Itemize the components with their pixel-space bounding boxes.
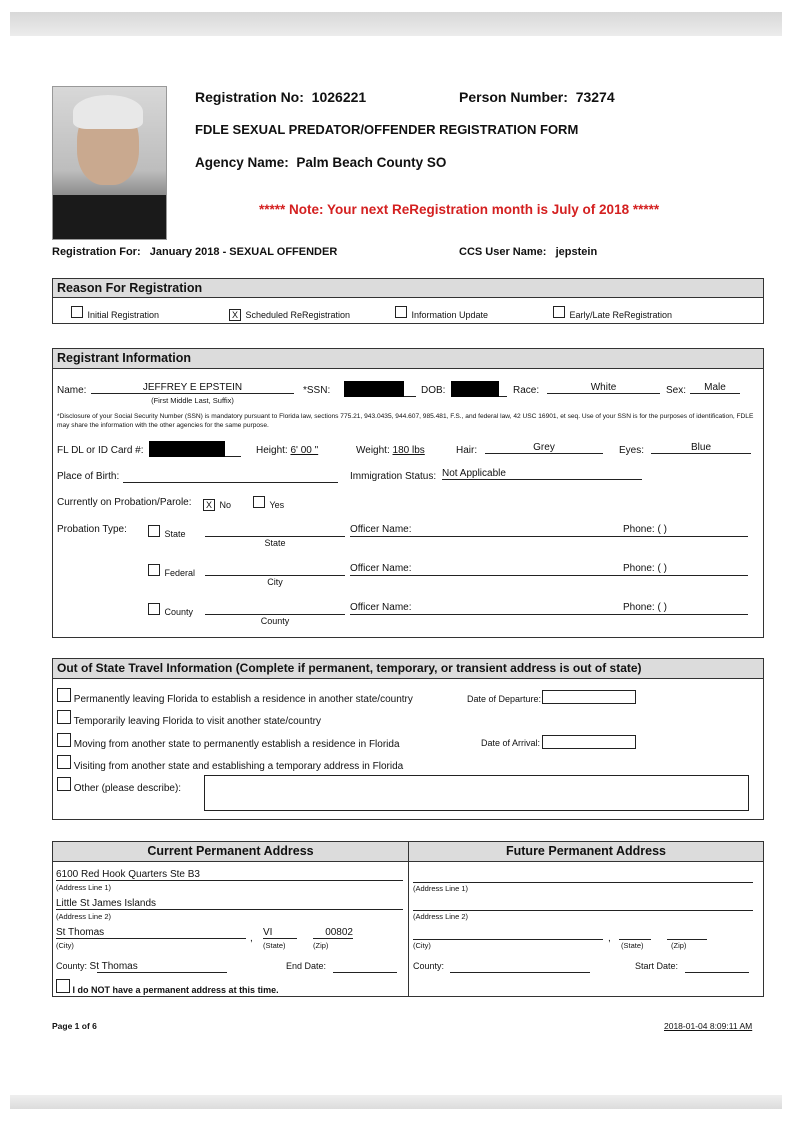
future-zip-label: (Zip) bbox=[671, 941, 687, 950]
pob-label: Place of Birth: bbox=[57, 471, 120, 482]
reason-scheduled[interactable]: X Scheduled ReRegistration bbox=[229, 305, 350, 323]
checkbox-travel-2[interactable] bbox=[57, 710, 71, 724]
future-line2 bbox=[413, 910, 753, 911]
fl-dl-underline bbox=[225, 456, 241, 457]
travel-option-1[interactable]: Permanently leaving Florida to establish a residence in another state/country bbox=[57, 688, 413, 705]
checkbox-state[interactable] bbox=[148, 525, 160, 537]
probation-federal[interactable]: Federal bbox=[148, 563, 195, 581]
officer-label-2: Officer Name: bbox=[350, 563, 412, 574]
state-line bbox=[205, 536, 345, 537]
eyes-value: Blue bbox=[651, 442, 751, 454]
departure-date-field[interactable] bbox=[542, 690, 636, 704]
checkbox-probation-yes[interactable] bbox=[253, 496, 265, 508]
future-county-label: County: bbox=[413, 961, 445, 971]
immigration-label: Immigration Status: bbox=[350, 471, 437, 482]
checkbox-travel-4[interactable] bbox=[57, 755, 71, 769]
ssn-underline bbox=[404, 396, 416, 397]
future-address-title: Future Permanent Address bbox=[409, 842, 763, 862]
reason-update[interactable]: Information Update bbox=[395, 305, 488, 323]
checkbox-early-late[interactable] bbox=[553, 306, 565, 318]
start-date-line[interactable] bbox=[685, 972, 749, 973]
ccs-user-name: CCS User Name: jepstein bbox=[459, 246, 598, 258]
county-sublabel: County bbox=[260, 616, 290, 626]
current-city: St Thomas bbox=[56, 927, 246, 939]
current-state: VI bbox=[263, 927, 297, 939]
no-address-option[interactable]: I do NOT have a permanent address at this time. bbox=[56, 979, 279, 995]
future-line1 bbox=[413, 882, 753, 883]
current-county: County: St Thomas bbox=[56, 961, 138, 972]
future-county-line[interactable] bbox=[450, 972, 590, 973]
checkbox-update[interactable] bbox=[395, 306, 407, 318]
dob-underline bbox=[499, 396, 507, 397]
sex-label: Sex: bbox=[666, 385, 687, 396]
scan-top-band bbox=[10, 12, 782, 36]
dob-label: DOB: bbox=[421, 385, 446, 396]
checkbox-initial[interactable] bbox=[71, 306, 83, 318]
hair-value: Grey bbox=[485, 442, 603, 454]
travel-section bbox=[52, 658, 764, 820]
current-line1-label: (Address Line 1) bbox=[56, 883, 112, 892]
checkbox-travel-1[interactable] bbox=[57, 688, 71, 702]
name-label: Name: bbox=[57, 385, 87, 396]
probation-label: Currently on Probation/Parole: bbox=[57, 497, 192, 508]
current-line2: Little St James Islands bbox=[56, 898, 403, 910]
probation-no[interactable]: X No bbox=[203, 495, 231, 513]
reason-early-late[interactable]: Early/Late ReRegistration bbox=[553, 305, 672, 323]
address-section bbox=[52, 841, 764, 997]
reregistration-note: ***** Note: Your next ReRegistration month is July of 2018 ***** bbox=[259, 202, 660, 217]
current-zip-label: (Zip) bbox=[313, 941, 329, 950]
arrival-date-field[interactable] bbox=[542, 735, 636, 749]
officer-label-3: Officer Name: bbox=[350, 602, 412, 613]
phone-label-3: Phone: ( ) bbox=[623, 602, 667, 613]
phone-label-1: Phone: ( ) bbox=[623, 524, 667, 535]
ssn-label: *SSN: bbox=[303, 385, 331, 396]
fl-dl-redacted bbox=[149, 441, 225, 457]
future-comma: , bbox=[608, 933, 611, 944]
page-number: Page 1 of 6 bbox=[52, 1021, 97, 1031]
current-line2-label: (Address Line 2) bbox=[56, 912, 112, 921]
state-sublabel: State bbox=[264, 538, 286, 548]
county-line bbox=[205, 614, 345, 615]
address-divider bbox=[408, 842, 409, 996]
checkbox-federal[interactable] bbox=[148, 564, 160, 576]
current-line1: 6100 Red Hook Quarters Ste B3 bbox=[56, 869, 403, 881]
height-field: Height: 6' 00 " bbox=[256, 445, 319, 456]
federal-line bbox=[205, 575, 345, 576]
future-line2-label: (Address Line 2) bbox=[413, 912, 469, 921]
scan-bottom-band bbox=[10, 1095, 782, 1109]
immigration-value: Not Applicable bbox=[442, 468, 642, 480]
registration-no: Registration No: 1026221 bbox=[195, 89, 367, 105]
sex-value: Male bbox=[690, 382, 740, 394]
officer-line-2 bbox=[350, 575, 748, 576]
name-value: JEFFREY E EPSTEIN bbox=[91, 382, 294, 394]
checkbox-travel-3[interactable] bbox=[57, 733, 71, 747]
probation-yes[interactable]: Yes bbox=[253, 495, 284, 513]
other-description-field[interactable] bbox=[204, 775, 749, 811]
checkbox-scheduled[interactable]: X bbox=[229, 309, 241, 321]
dob-redacted bbox=[451, 381, 499, 397]
registrant-title: Registrant Information bbox=[53, 349, 763, 369]
probation-county[interactable]: County bbox=[148, 602, 193, 620]
future-city-label: (City) bbox=[413, 941, 431, 950]
ssn-disclosure: *Disclosure of your Social Security Number (SSN) is mandatory pursuant to Florida law, sections 775.21, 943.0435, 944.607, 985.481, F.S., and federal law, 42 USC 16901, et seq. Use of your SSN is for the purposes of identification, FDLE may share the information with the other agencies for the same purpose. bbox=[57, 413, 754, 429]
travel-title: Out of State Travel Information (Complete if permanent, temporary, or transient address is out of state) bbox=[53, 659, 763, 679]
weight-field: Weight: 180 lbs bbox=[356, 445, 425, 456]
registration-for: Registration For: January 2018 - SEXUAL OFFENDER bbox=[52, 246, 338, 258]
officer-line-1 bbox=[350, 536, 748, 537]
start-date-label: Start Date: bbox=[635, 961, 679, 971]
current-address-title: Current Permanent Address bbox=[53, 842, 408, 862]
current-county-line bbox=[97, 972, 227, 973]
agency-name: Agency Name: Palm Beach County SO bbox=[195, 155, 447, 170]
reason-initial[interactable]: Initial Registration bbox=[71, 305, 159, 323]
name-sublabel: (First Middle Last, Suffix) bbox=[151, 396, 234, 405]
eyes-label: Eyes: bbox=[619, 445, 645, 456]
probation-type-label: Probation Type: bbox=[57, 524, 127, 535]
comma: , bbox=[250, 933, 253, 944]
future-state-label: (State) bbox=[621, 941, 644, 950]
person-number: Person Number: 73274 bbox=[459, 89, 615, 105]
future-city bbox=[413, 939, 603, 940]
checkbox-probation-no[interactable]: X bbox=[203, 499, 215, 511]
current-zip: 00802 bbox=[313, 927, 353, 939]
officer-line-3 bbox=[350, 614, 748, 615]
phone-label-2: Phone: ( ) bbox=[623, 563, 667, 574]
checkbox-travel-5[interactable] bbox=[57, 777, 71, 791]
race-label: Race: bbox=[513, 385, 540, 396]
city-sublabel: City bbox=[267, 577, 283, 587]
current-city-label: (City) bbox=[56, 941, 74, 950]
reason-section bbox=[52, 278, 764, 324]
probation-state[interactable]: State bbox=[148, 524, 185, 542]
form-title: FDLE SEXUAL PREDATOR/OFFENDER REGISTRATION FORM bbox=[195, 122, 579, 137]
checkbox-county[interactable] bbox=[148, 603, 160, 615]
race-value: White bbox=[547, 382, 660, 394]
end-date-line[interactable] bbox=[333, 972, 397, 973]
departure-label: Date of Departure: bbox=[467, 694, 542, 704]
fl-dl-label: FL DL or ID Card #: bbox=[57, 445, 144, 456]
pob-line bbox=[123, 482, 338, 483]
reason-title: Reason For Registration bbox=[53, 279, 763, 298]
travel-option-4[interactable]: Visiting from another state and establishing a temporary address in Florida bbox=[57, 755, 403, 772]
travel-option-5[interactable]: Other (please describe): bbox=[57, 777, 181, 794]
travel-option-2[interactable]: Temporarily leaving Florida to visit another state/country bbox=[57, 710, 321, 727]
checkbox-no-address[interactable] bbox=[56, 979, 70, 993]
end-date-label: End Date: bbox=[286, 961, 327, 971]
hair-label: Hair: bbox=[456, 445, 478, 456]
registrant-section bbox=[52, 348, 764, 638]
current-state-label: (State) bbox=[263, 941, 286, 950]
print-timestamp: 2018-01-04 8:09:11 AM bbox=[664, 1021, 753, 1031]
registrant-photo bbox=[52, 86, 167, 240]
ssn-redacted bbox=[344, 381, 404, 397]
future-line1-label: (Address Line 1) bbox=[413, 884, 469, 893]
future-zip bbox=[667, 939, 707, 940]
future-state bbox=[619, 939, 651, 940]
travel-option-3[interactable]: Moving from another state to permanently establish a residence in Florida bbox=[57, 733, 400, 750]
arrival-label: Date of Arrival: bbox=[481, 738, 541, 748]
officer-label-1: Officer Name: bbox=[350, 524, 412, 535]
